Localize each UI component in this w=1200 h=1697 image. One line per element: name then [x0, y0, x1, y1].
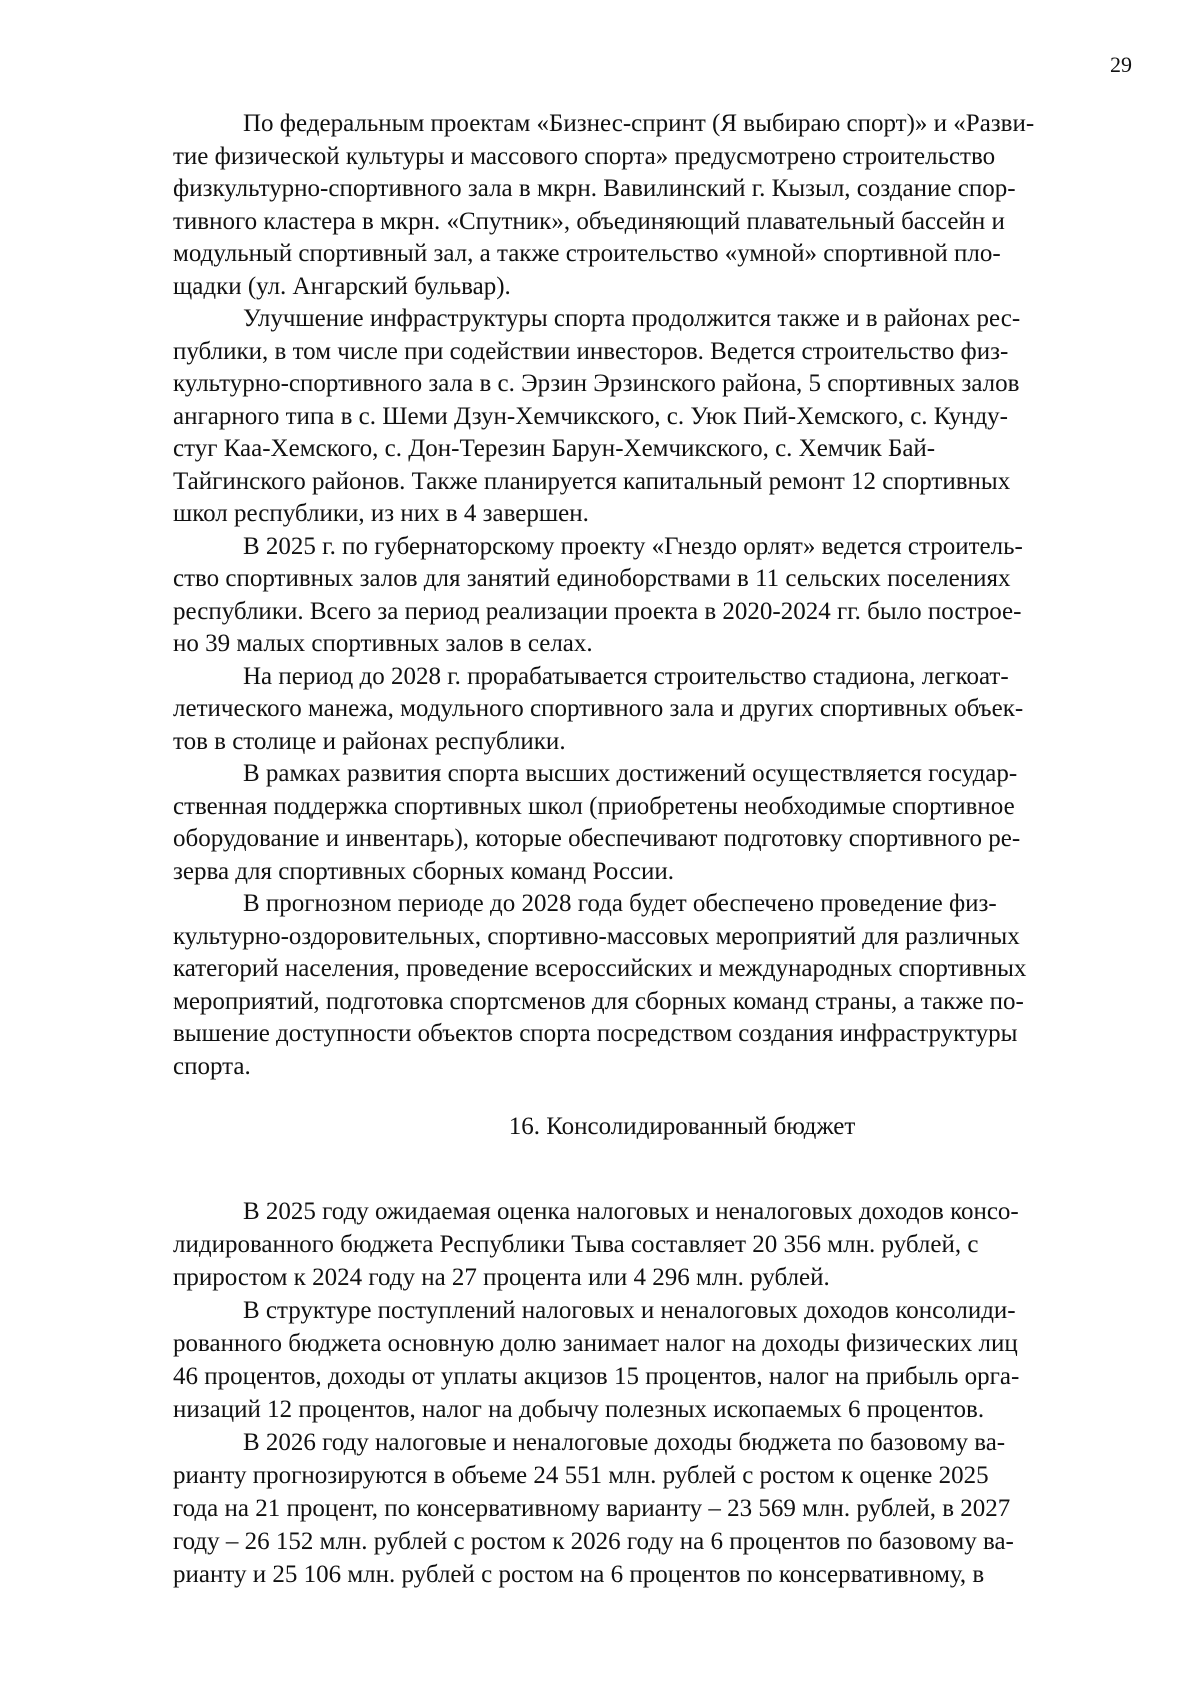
- document-body: [173, 108, 1145, 1591]
- paragraph-revenue-structure: В структуре поступлений налоговых и неналоговых доходов консолиди- рованного бюджета основную долю занимает налог на доходы физических лиц 46 процентов, доходы от уплаты акцизов 15 процентов, налог на прибыль орга- низаций 12 процентов, налог на добычу полезных ископаемых 6 процентов.: [173, 1297, 1020, 1423]
- paragraph-eagle-nest-project: В 2025 г. по губернаторскому проекту «Гнездо орлят» ведется строитель- ство спортивных залов для занятий единоборствами в 11 сельских поселениях республики. Всего за период реализации проекта в 2020-2024 гг. было построе- но 39 малых спортивных залов в селах.: [173, 532, 1023, 657]
- paragraph-revenue-estimate-2025: В 2025 году ожидаемая оценка налоговых и неналоговых доходов консо- лидированного бюджета Республики Тыва составляет 20 356 млн. рублей, с приростом к 2024 году на 27 процента или 4 296 млн. рублей.: [173, 1198, 1019, 1291]
- sport-infrastructure-section: [173, 108, 1145, 1083]
- page-number: 29: [1110, 52, 1132, 77]
- paragraph-federal-projects: По федеральным проектам «Бизнес-спринт (Я выбираю спорт)» и «Разви- тие физической культуры и массового спорта» предусмотрено строительство физкультурно-спортивного зала в мкрн. Вавилинский г. Кызыл, создание спор- тивного кластера в мкрн. «Спутник», объединяющий плавательный бассейн и модульный спортивный зал, а также строительство «умной» спортивной пло- щадки (ул. Ангарский бульвар).: [173, 110, 1035, 300]
- section-heading: 16. Консолидированный бюджет: [508, 1113, 856, 1140]
- consolidated-budget-section: [173, 1195, 1145, 1591]
- paragraph-revenue-forecast-2026: В 2026 году налоговые и неналоговые доходы бюджета по базовому ва- рианту прогнозируются в объеме 24 551 млн. рублей с ростом к оценке 2025 года на 21 процент, по консервативному варианту – 23 569 млн. рублей, в 2027 году – 26 152 млн. рублей с ростом к 2026 году на 6 процентов по базовому ва- рианту и 25 106 млн. рублей с ростом на 6 процентов по консервативному, в: [173, 1429, 1014, 1588]
- paragraph-infrastructure-districts: Улучшение инфраструктуры спорта продолжится также и в районах рес- публики, в том числе при содействии инвесторов. Ведется строительство физ- культурно-спортивного зала в с. Эрзин Эрзинского района, 5 спортивных залов ангарного типа в с. Шеми Дзун-Хемчикского, с. Уюк Пий-Хемского, с. Кунду- стуг Каа-Хемского, с. Дон-Терезин Барун-Хемчикского, с. Хемчик Бай- Тайгинского районов. Также планируется капитальный ремонт 12 спортивных школ республики, из них в 4 завершен.: [173, 305, 1021, 527]
- paragraph-plans-2028: На период до 2028 г. прорабатывается строительство стадиона, легкоат- летического манежа, модульного спортивного зала и других спортивных объек- тов в столице и районах республики.: [173, 662, 1024, 755]
- paragraph-forecast-period: В прогнозном периоде до 2028 года будет обеспечено проведение физ- культурно-оздоровительных, спортивно-массовых мероприятий для различных категорий населения, проведение всероссийских и международных спортивных мероприятий, подготовка спортсменов для сборных команд страны, а также по- вышение доступности объектов спорта посредством создания инфраструктуры спорта.: [173, 890, 1027, 1080]
- paragraph-high-performance-sport: В рамках развития спорта высших достижений осуществляется государ- ственная поддержка спортивных школ (приобретены необходимые спортивное оборудование и инвентарь), которые обеспечивают подготовку спортивного ре- зерва для спортивных сборных команд России.: [173, 760, 1021, 885]
